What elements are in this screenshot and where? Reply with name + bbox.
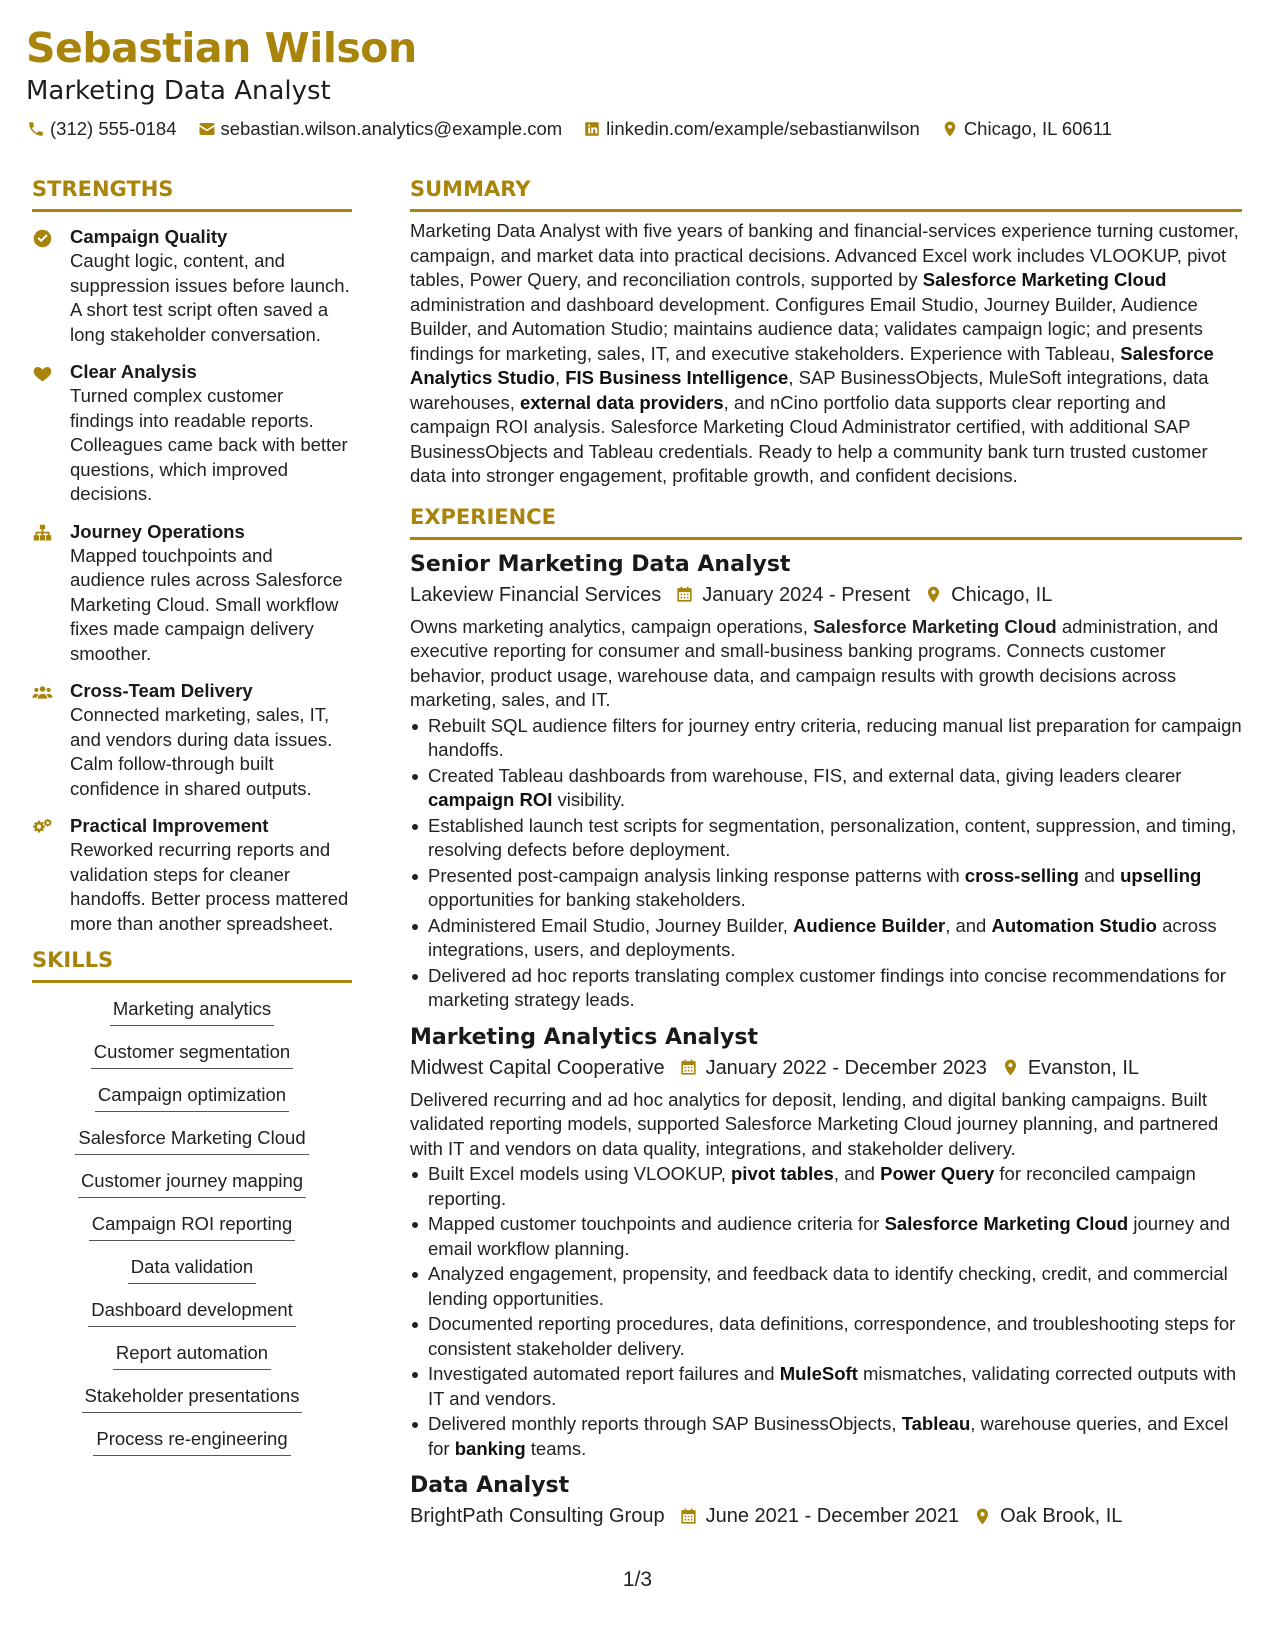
contact-linkedin[interactable] <box>582 118 920 140</box>
strength-title: Practical Improvement <box>70 815 269 836</box>
bold-text: MuleSoft <box>779 1363 858 1384</box>
job-title: Data Analyst <box>410 1473 570 1498</box>
job-company: Lakeview Financial Services <box>410 583 662 606</box>
strength-title: Clear Analysis <box>70 361 197 382</box>
skill-item: Salesforce Marketing Cloud <box>75 1126 308 1155</box>
right-column <box>410 175 1242 1530</box>
skill-item: Stakeholder presentations <box>82 1384 303 1413</box>
strength-item <box>32 520 352 667</box>
bold-text: Power Query <box>880 1163 995 1184</box>
summary-section <box>410 175 1242 489</box>
job-title: Marketing Analytics Analyst <box>410 1024 758 1050</box>
calendar-icon <box>679 1507 698 1526</box>
strength-item <box>32 679 352 801</box>
job-bullets <box>410 1162 1242 1461</box>
summary-heading: SUMMARY <box>410 175 1242 212</box>
skill-item: Marketing analytics <box>110 997 274 1026</box>
job-bullet: Rebuilt SQL audience filters for journey entry criteria, reducing manual list preparation for campaign handoffs. <box>410 714 1242 763</box>
skills-section <box>32 946 352 1456</box>
skill-item: Dashboard development <box>88 1298 296 1327</box>
contact-row <box>26 118 1226 140</box>
strengths-section <box>32 175 352 936</box>
job-location: Chicago, IL <box>951 583 1053 606</box>
skill-item: Customer journey mapping <box>78 1169 306 1198</box>
skill-item: Customer segmentation <box>91 1040 293 1069</box>
skills-list <box>32 989 352 1456</box>
strength-item <box>32 225 352 347</box>
skill-item: Data validation <box>128 1255 256 1284</box>
candidate-title: Marketing Data Analyst <box>26 76 331 106</box>
bold-text: Tableau <box>901 1413 971 1434</box>
calendar-icon <box>675 585 694 604</box>
bold-text: external data providers <box>520 391 724 413</box>
job-title: Senior Marketing Data Analyst <box>410 551 791 577</box>
job-description: Owns marketing analytics, campaign operations, Salesforce Marketing Cloud administration, and executive reporting for consumer and small-business banking programs. Connects customer behavior, product usage, warehouse data, and campaign results with growth decisions across marketing, sales, and IT. <box>410 615 1219 710</box>
resume-header <box>26 22 1226 140</box>
job-bullet: Documented reporting procedures, data definitions, correspondence, and troubleshooting steps for consistent stakeholder delivery. <box>410 1312 1242 1361</box>
candidate-name: Sebastian Wilson <box>26 24 417 72</box>
job-description: Delivered recurring and ad hoc analytics for deposit, lending, and digital banking campaigns. Built validated reporting models, supported Salesforce Marketing Cloud journey planning, and partnered with IT and vendors on data quality, integrations, and stakeholder delivery. <box>410 1088 1219 1159</box>
heart-icon <box>32 360 70 507</box>
skill-item: Campaign ROI reporting <box>89 1212 296 1241</box>
phone-icon <box>26 119 46 139</box>
bold-text: pivot tables <box>731 1163 834 1184</box>
bold-text: FIS Business Intelligence <box>565 367 789 388</box>
experience-heading: EXPERIENCE <box>410 503 1242 540</box>
map-pin-icon <box>1001 1058 1020 1077</box>
job-bullet: Established launch test scripts for segmentation, personalization, content, suppression, and timing, resolving defects before deployment. <box>410 814 1242 863</box>
contact-phone-text: (312) 555-0184 <box>50 118 177 139</box>
strengths-heading: STRENGTHS <box>32 175 352 212</box>
strength-desc: Caught logic, content, and suppression issues before launch. A short test script often saved a long stakeholder conversation. <box>70 250 350 345</box>
job-meta <box>410 581 1242 609</box>
page-indicator: 1/3 <box>622 1568 653 1591</box>
job-bullet: Investigated automated report failures and MuleSoft mismatches, validating corrected outputs with IT and vendors. <box>410 1362 1242 1411</box>
bold-text: Salesforce Marketing Cloud <box>813 615 1057 637</box>
job-bullets <box>410 714 1242 1013</box>
job-meta <box>410 1054 1242 1082</box>
job-bullet: Delivered ad hoc reports translating complex customer findings into concise recommendations for marketing strategy leads. <box>410 964 1242 1013</box>
job-meta <box>410 1502 1242 1530</box>
left-column <box>32 175 352 1456</box>
job-bullet: Analyzed engagement, propensity, and feedback data to identify checking, credit, and commercial lending opportunities. <box>410 1262 1242 1311</box>
strength-item <box>32 814 352 936</box>
contact-email[interactable] <box>197 118 563 140</box>
experience-section <box>410 503 1242 1531</box>
calendar-icon <box>679 1058 698 1077</box>
map-pin-icon <box>924 585 943 604</box>
job-entry <box>410 1023 1242 1462</box>
bold-text: Audience Builder <box>793 914 946 936</box>
bold-text: upselling <box>1120 864 1202 886</box>
envelope-icon <box>197 119 217 139</box>
bold-text: Automation Studio <box>991 914 1157 936</box>
bold-text: cross-selling <box>964 864 1079 886</box>
skill-item: Campaign optimization <box>95 1083 289 1112</box>
bold-text: campaign ROI <box>428 789 553 810</box>
job-bullet: Built Excel models using VLOOKUP, pivot tables, and Power Query for reconciled campaign reporting. <box>410 1162 1242 1211</box>
map-pin-icon <box>973 1507 992 1526</box>
job-dates: June 2021 - December 2021 <box>705 1505 960 1527</box>
job-bullet: Delivered monthly reports through SAP BusinessObjects, Tableau, warehouse queries, and Excel for banking teams. <box>410 1412 1242 1461</box>
contact-email-text[interactable]: sebastian.wilson.analytics@example.com <box>220 118 563 139</box>
strength-title: Campaign Quality <box>70 226 228 247</box>
job-bullet: Created Tableau dashboards from warehouse, FIS, and external data, giving leaders clearer campaign ROI visibility. <box>410 764 1242 813</box>
job-location: Oak Brook, IL <box>1000 1505 1123 1527</box>
bold-text: banking <box>454 1437 526 1459</box>
cogs-icon <box>32 814 70 936</box>
job-bullet: Administered Email Studio, Journey Builder, Audience Builder, and Automation Studio across integrations, users, and deployments. <box>410 914 1242 963</box>
skills-heading: SKILLS <box>32 946 352 983</box>
job-entry <box>410 550 1242 1013</box>
job-entry <box>410 1471 1242 1530</box>
skill-item: Process re-engineering <box>93 1427 290 1456</box>
contact-location <box>940 118 1112 140</box>
contact-phone <box>26 118 177 140</box>
strength-desc: Turned complex customer findings into readable reports. Colleagues came back with better questions, which improved decisions. <box>70 385 348 504</box>
contact-location-text: Chicago, IL 60611 <box>963 118 1112 139</box>
users-icon <box>32 679 70 801</box>
job-dates: January 2024 - Present <box>702 583 911 606</box>
strength-desc: Connected marketing, sales, IT, and vendors during data issues. Calm follow-through built confidence in shared outputs. <box>70 704 333 799</box>
check-circle-icon <box>32 225 70 347</box>
skill-item: Report automation <box>113 1341 271 1370</box>
contact-linkedin-text[interactable]: linkedin.com/example/sebastianwilson <box>606 118 920 139</box>
job-company: BrightPath Consulting Group <box>410 1505 665 1527</box>
sitemap-icon <box>32 520 70 667</box>
strength-desc: Mapped touchpoints and audience rules across Salesforce Marketing Cloud. Small workflow fixes made campaign delivery smoother. <box>70 544 343 664</box>
job-bullet: Presented post-campaign analysis linking response patterns with cross-selling and upselling opportunities for banking stakeholders. <box>410 864 1242 913</box>
linkedin-icon <box>582 119 602 139</box>
strength-desc: Reworked recurring reports and validation steps for cleaner handoffs. Better process mattered more than another spreadsheet. <box>70 839 349 934</box>
job-bullet: Mapped customer touchpoints and audience criteria for Salesforce Marketing Cloud journey and email workflow planning. <box>410 1212 1242 1261</box>
summary-text: Marketing Data Analyst with five years of banking and financial-services experience turning customer, campaign, and market data into practical decisions. Advanced Excel work includes VLOOKUP, pivot tables, Power Query, and reconciliation controls, supported by Salesforce Marketing Cloud administration and dashboard development. Configures Email Studio, Journey Builder, Audience Builder, and Automation Studio; maintains audience data; validates campaign logic; and presents findings for marketing, sales, IT, and executive stakeholders. Experience with Tableau, Salesforce Analytics Studio, FIS Business Intelligence, SAP BusinessObjects, MuleSoft integrations, data warehouses, external data providers, and nCino portfolio data supports clear reporting and campaign ROI analysis. Salesforce Marketing Cloud Administrator certified, with additional SAP BusinessObjects and Tableau credentials. Ready to help a community bank turn trusted customer data into stronger engagement, profitable growth, and confident decisions. <box>410 220 1239 486</box>
job-location: Evanston, IL <box>1027 1056 1140 1079</box>
strength-title: Journey Operations <box>70 520 245 542</box>
job-dates: January 2022 - December 2023 <box>705 1056 987 1079</box>
bold-text: Salesforce Marketing Cloud <box>884 1213 1129 1234</box>
job-company: Midwest Capital Cooperative <box>410 1056 665 1079</box>
bold-text: Salesforce Marketing Cloud <box>922 269 1167 290</box>
map-pin-icon <box>940 119 960 139</box>
strength-title: Cross-Team Delivery <box>70 680 253 701</box>
bold-text: Salesforce Analytics Studio <box>410 342 1214 388</box>
strength-item <box>32 360 352 507</box>
